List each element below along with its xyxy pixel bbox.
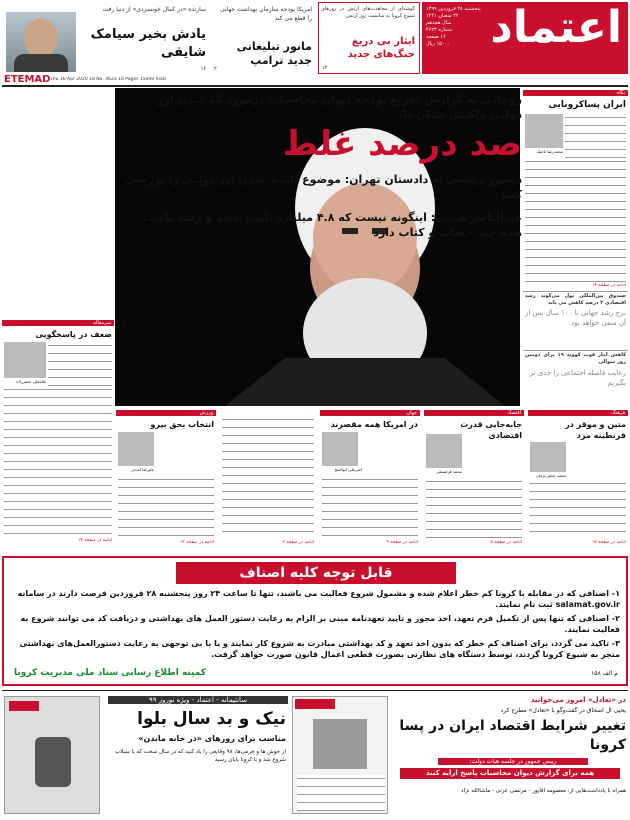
top-box-army-title: ایثار بی دریغ جنگ‌های جدید [347,36,415,60]
ad-title: قابل توجه کلیه اصناف [176,562,456,584]
sarmaghaleh-author: غلامعلی جعفرزاده [15,379,46,384]
column-sport[interactable]: ورزش انتخاب بحق بیرو علیرضا اسدی ادامه در صفحه ۱۳ [116,408,216,550]
top-box-shayeghi-sub: سازنده «در کمال خونسردی» از دنیا رفت [102,6,206,13]
top-box-army-sub: گوشه‌ای از مجاهدت‌های ارتش در روزهای شیوع کرونا به مناسبت روز ارتش [321,6,415,19]
main-kicker: روحانی به گزارش تفریغ بودجه دیوان محاسبات درمورد گم شدن ارز دولتی واکنش نشان داد [157,93,522,121]
masthead-latin: ETEMAD [4,74,51,85]
column-economy-photo [426,434,462,468]
logo: اعتماد [490,2,622,53]
ad-box [2,556,628,686]
sarmaghaleh-more[interactable]: ادامه در صفحه ۱۴ [77,538,112,543]
taadol-red1: رییس جمهور در جلسه هیات دولت: [438,758,588,765]
masthead-latin-line: Thu 16 Apr 2020 18 No. 4623 16 Pages 15000 Rials [50,77,167,82]
right-col-more[interactable]: ادامه در صفحه ۱۴ [591,283,626,288]
ad-p3: ۳- تاکید می گردد، برای اصناف کم خطر که بدون اخذ تعهد و کد بهداشتی مبادرت به شروع کار نمایند و یا با بی توجهی به رعایت دستورالعمل‌های بهداشتی منجر به شیوع کرونا گردند، توسط دستگاه های نظارتی بصورت قطعی اعمال قانون صورت خواهد گرفت. [19,639,620,659]
right-col-title[interactable]: ایران پساکرونایی [548,100,626,110]
sarmaghaleh [2,318,114,550]
shayeghi-photo [6,12,76,72]
right-col-label: نگاه [523,90,628,96]
masthead-issue: شماره ۴۶۲۳ [426,27,452,33]
right-box1-sub: نرخ رشد جهانی تا ۱۰۰ سال پس از آن منفی خواهد بود [525,309,626,327]
right-box2-sub: رعایت فاصله اجتماعی را جدی تر بگیریم [529,369,626,387]
ad-p2: ۲- اصنافی که تنها پس از تکمیل فرم تعهد، اخذ مجوز و تایید تعهدنامه مبنی بر الزام به رعایت دستور العمل های بهداشتی و دریافت کد می توانند شروع به فعالیت نمایند. [20,614,620,634]
column-sport-title: انتخاب بحق بیرو [150,420,214,429]
santimaneh-promo[interactable] [2,694,290,818]
column-culture-title: متین و موقر در قرنطینه مرد [565,420,626,440]
main-headline: صد درصد غلط [282,124,522,164]
taadol-sub: یحیی آل اسحاق در گفت‌وگو با «تعادل» مطرح کرد [500,707,626,714]
taadol-red2: همه برای گزارش دیوان محاسبات پاسخ ارایه کنند [400,768,620,779]
top-box-trump-page: ۲ [214,66,217,72]
santimaneh-body: از خوش ها و خرمی‌ها، ۹۸ وقایعی را یاد کنید که در سال سخت که با سیلاب شروع شد و با کرونا پایان رسید [115,749,286,763]
masthead-date: پنجشنبه ۲۸ فروردین ۱۳۹۹ [426,6,481,12]
column-world-photo [322,432,358,466]
masthead [422,2,628,74]
column-economy[interactable]: اقتصاد جابه‌جایی قدرت اقتصادی محمد قزلسفلی ادامه در صفحه ۵ [424,408,524,550]
masthead-pages: ۱۶ صفحه [426,34,446,40]
column-world-title: در امریکا همه مقصرند [330,420,418,429]
taadol-title: تغییر شرایط اقتصاد ایران در پسا کرونا [399,718,626,753]
column-culture-photo [530,442,566,472]
santimaneh-cover [4,696,100,814]
top-box-army[interactable] [318,2,420,74]
sarmaghaleh-label: سرمقاله [2,320,114,326]
right-col-author-photo [525,114,563,148]
masthead-hijri: ۲۲ شعبان ۱۴۴۱ [426,13,459,19]
right-column [523,88,628,406]
masthead-year: سال هجدهم [426,20,452,26]
column-world[interactable]: جهان در امریکا همه مقصرند امیرعلی ابوالفتح ادامه در صفحه ۹ [320,408,420,550]
column-economy-title: جابه‌جایی قدرت اقتصادی [460,420,522,440]
ad-p1: ۱- اصنافی که در مقابله با کرونا کم خطر اعلام شده و مشمول شروع فعالیت می باشند، تنها تا ساعت ۲۴ روز پنجشنبه ۲۸ فروردین فرصت دارند در سامانه salamat.gov.ir ثبت نام نمایند. [17,589,620,609]
top-box-trump-title: مانور تبلیغاتی جدید ترامپ [236,40,312,67]
masthead-rule [2,85,628,87]
top-box-shayeghi-title: یادش بخیر سیامک شایقی [90,27,206,60]
santimaneh-kicker: سانتیمانه - اعتماد - ویژه نوروز ۹۹ [108,696,288,704]
top-box-trump[interactable] [212,2,316,74]
taadol-kicker: در «تعادل» امروز می‌خوانید [530,696,626,704]
column-sport-photo [118,432,154,466]
main-sub2: عبدالناصر همتی: اینگونه نیست که ۴.۸ میلیارد ناپدید شده و رفته باشد؛ همه چیز حساب و کتاب دارد [143,211,522,239]
ad-code: م الف ۱۵۸ [591,670,618,677]
santimaneh-title: نیک و بد سال بلوا [137,709,286,729]
top-box-shayeghi-page: ۱۶ [200,66,206,72]
columns-row [116,408,628,550]
taadol-foot: همراه با یادداشت‌هایی از: معصومه آقاپور - مرتضی عزتی - ماشاالله نژاد [461,788,626,794]
main-sub1: دستور رییسی به دادستان تهران: موضوع ناپدید شدن ارز دولتی را بررسی کنید [125,173,522,201]
right-box2[interactable]: کاهش آمار فوت کووید ۱۹ برای دومین روز متوالی [525,352,626,365]
taadol-thumbnail [292,696,388,814]
right-box1[interactable]: صندوق بین‌المللی پول می‌گوید رشد اقتصادی ۳ درصد کاهش می یابد [525,293,626,306]
santimaneh-sub: مناسب برای روزهای «در خانه ماندن» [138,734,286,743]
column-culture[interactable]: فرهنگ متین و موقر در قرنطینه مرد محمد جعفر پژمان ادامه در صفحه ۱۵ [528,408,628,550]
taadol-promo[interactable] [392,694,628,818]
top-box-trump-sub: امریکا بودجه سازمان بهداشت جهانی را قطع می کند [220,6,312,22]
right-col-author: محمدرضا تاجیک [536,149,563,154]
top-box-shayeghi[interactable] [2,2,210,74]
sarmaghaleh-author-photo [4,342,46,378]
ad-sign: کمیته اطلاع رسانی ستاد ملی مدیریت کرونا [14,668,207,678]
masthead-price: ۱۵۰۰۰ ریال [426,41,450,47]
top-box-army-page: ۱۲ [322,65,328,71]
sarmaghaleh-title[interactable]: ضعف در پاسخگویی [35,330,112,339]
column-continued: ادامه در صفحه ۲ [220,408,316,550]
